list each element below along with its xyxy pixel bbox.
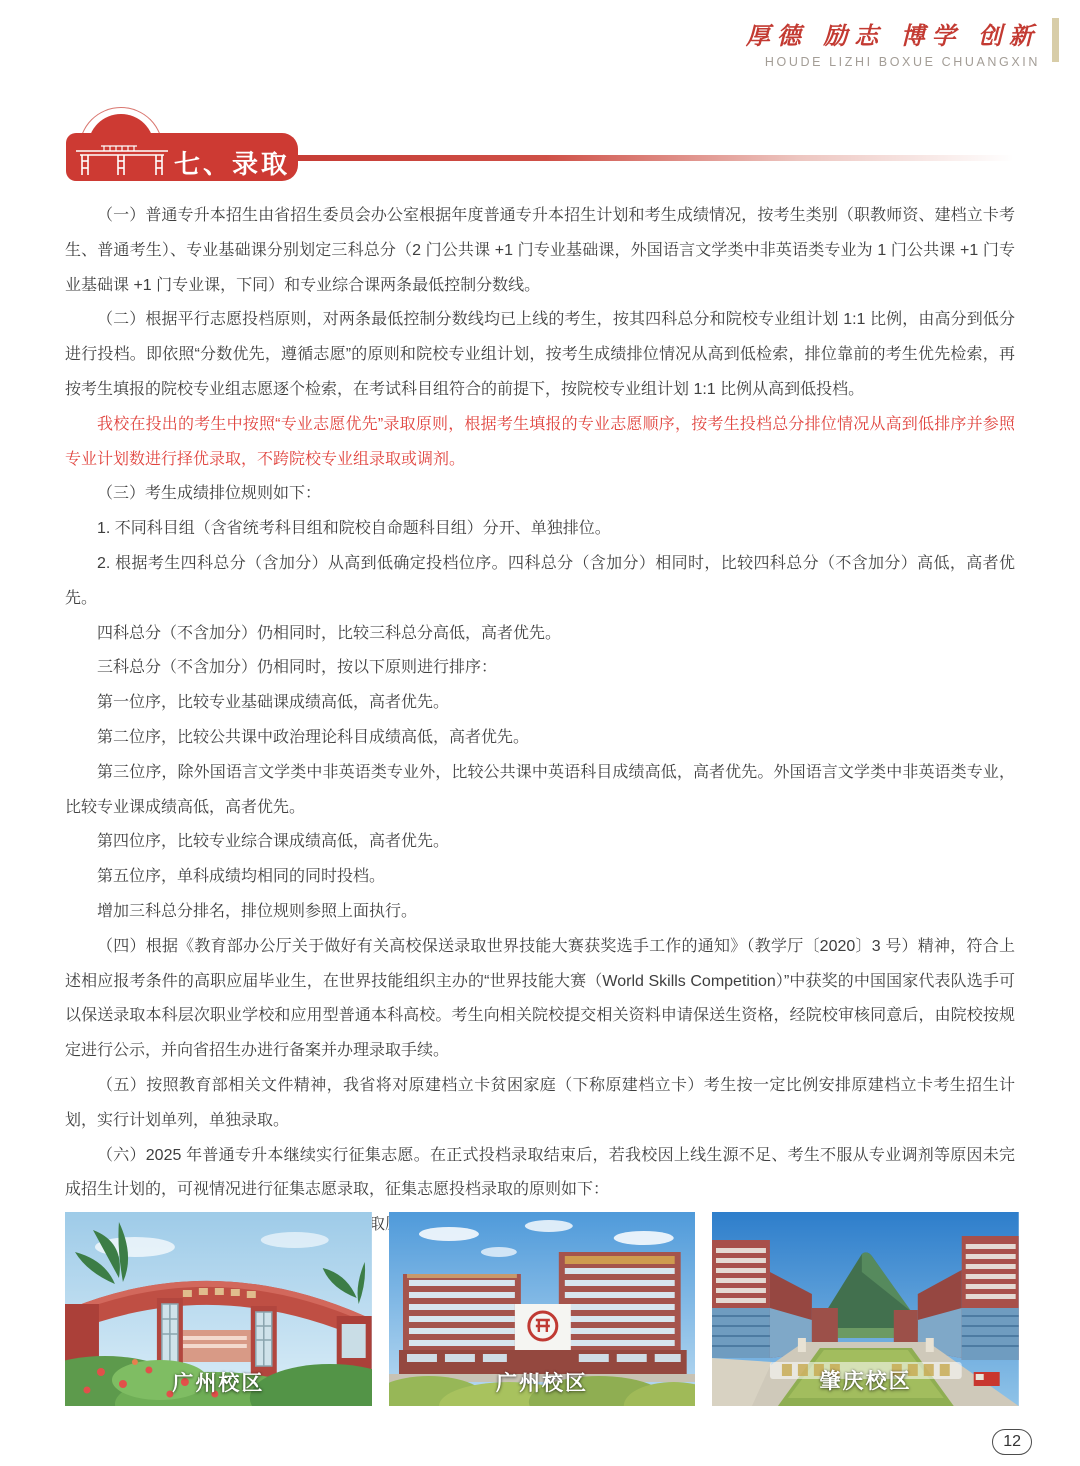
decorative-corner-bar (1052, 18, 1059, 62)
paragraph: 第五位序，单科成绩均相同的同时投档。 (97, 868, 386, 886)
section-badge (66, 133, 298, 181)
motto-chinese: 厚德 励志 博学 创新 (745, 21, 1040, 50)
paragraph: （一）普通专升本招生由省招生委员会办公室根据年度普通专升本招生计划和考生成绩情况，按考生类别（职教师资、建档立卡考生、普通考生）、专业基础课分别划定三科总分（2 门公共课 +1 门专业基础课，外国语言文学类中非英语类专业为 1 门公共课 +1 门专业基础课 +1 门专业课，下同）和专业综合课两条最低控制分数线。 (65, 207, 1015, 294)
campus-gate-icon (74, 141, 170, 177)
paragraph: 增加三科总分排名，排位规则参照上面执行。 (97, 902, 418, 920)
photo-caption: 肇庆校区 (819, 1370, 912, 1393)
banner-gradient-line (294, 155, 1014, 161)
motto-pinyin: HOUDE LIZHI BOXUE CHUANGXIN (764, 55, 1040, 69)
photo-caption: 广州校区 (172, 1372, 265, 1395)
paragraph: （二）根据平行志愿投档原则，对两条最低控制分数线均已上线的考生，按其四科总分和院校专业组计划 1:1 比例，由高分到低分进行投档。即依照“分数优先，遵循志愿”的原则和院校专业组计划，按考生成绩排位情况从高到低检索，排位靠前的考生优先检索，再按考生填报的院校专业组志愿逐个检索，在考试科目组符合的前提下，按院校专业组计划 1:1 比例从高到低投档。 (65, 311, 1015, 398)
page-number: 12 (992, 1429, 1032, 1455)
paragraph: （三）考生成绩排位规则如下： (97, 485, 322, 503)
paragraph: （五）按照教育部相关文件精神，我省将对原建档立卡贫困家庭（下称原建档立卡）考生按一定比例安排原建档立卡考生招生计划，实行计划单列，单独录取。 (65, 1076, 1015, 1129)
section-banner (66, 131, 1014, 183)
paragraph: 第二位序，比较公共课中政治理论科目成绩高低，高者优先。 (97, 728, 530, 746)
paragraph: 三科总分（不含加分）仍相同时，按以下原则进行排序： (97, 659, 498, 677)
paragraph-highlighted-red: 我校在投出的考生中按照“专业志愿优先”录取原则，根据考生填报的专业志愿顺序，按考生投档总分排位情况从高到低排序并参照专业计划数进行择优录取，不跨院校专业组录取或调剂。 (65, 415, 1015, 468)
paragraph: 2. 根据考生四科总分（含加分）从高到低确定投档位序。四科总分（含加分）相同时，比较四科总分（不含加分）高低，高者优先。 (65, 554, 1015, 607)
section-title: 七、录取 (174, 149, 291, 179)
campus-photo-guangzhou-buildings (389, 1212, 696, 1406)
article-body (65, 199, 1015, 1243)
campus-photo-zhaoqing (712, 1212, 1019, 1406)
campus-photo-guangzhou-gate (65, 1212, 372, 1406)
paragraph: 第三位序，除外国语言文学类中非英语类专业外，比较公共课中英语科目成绩高低，高者优先。外国语言文学类中非英语类专业，比较专业课成绩高低，高者优先。 (65, 763, 1015, 816)
paragraph: 1. 不同科目组（含省统考科目组和院校自命题科目组）分开、单独排位。 (97, 520, 611, 538)
paragraph: 第一位序，比较专业基础课成绩高低，高者优先。 (97, 694, 450, 712)
paragraph: 第四位序，比较专业综合课成绩高低，高者优先。 (97, 833, 450, 851)
paragraph: （四）根据《教育部办公厅关于做好有关高校保送录取世界技能大赛获奖选手工作的通知》（教学厅〔2020〕3 号）精神，符合上述相应报考条件的高职应届毕业生，在世界技能组织主办的“世界技能大赛（World Skills Competition）”中获奖的中国国家代表队选手可以保送录取本科层次职业学校和应用型普通本科高校。考生向相关院校提交相关资料申请保送生资格，经院校审核同意后，由院校按规定进行公示，并向省招生办进行备案并办理录取手续。 (65, 937, 1015, 1060)
campus-photo-row (65, 1212, 1019, 1406)
paragraph: 四科总分（不含加分）仍相同时，比较三科总分高低，高者优先。 (97, 624, 562, 642)
photo-caption: 广州校区 (496, 1372, 588, 1395)
paragraph: （六）2025 年普通专升本继续实行征集志愿。在正式投档录取结束后，若我校因上线生源不足、考生不服从专业调剂等原因未完成招生计划的，可视情况进行征集志愿录取，征集志愿投档录取的原则如下： (65, 1146, 1015, 1199)
school-motto (746, 16, 1040, 69)
